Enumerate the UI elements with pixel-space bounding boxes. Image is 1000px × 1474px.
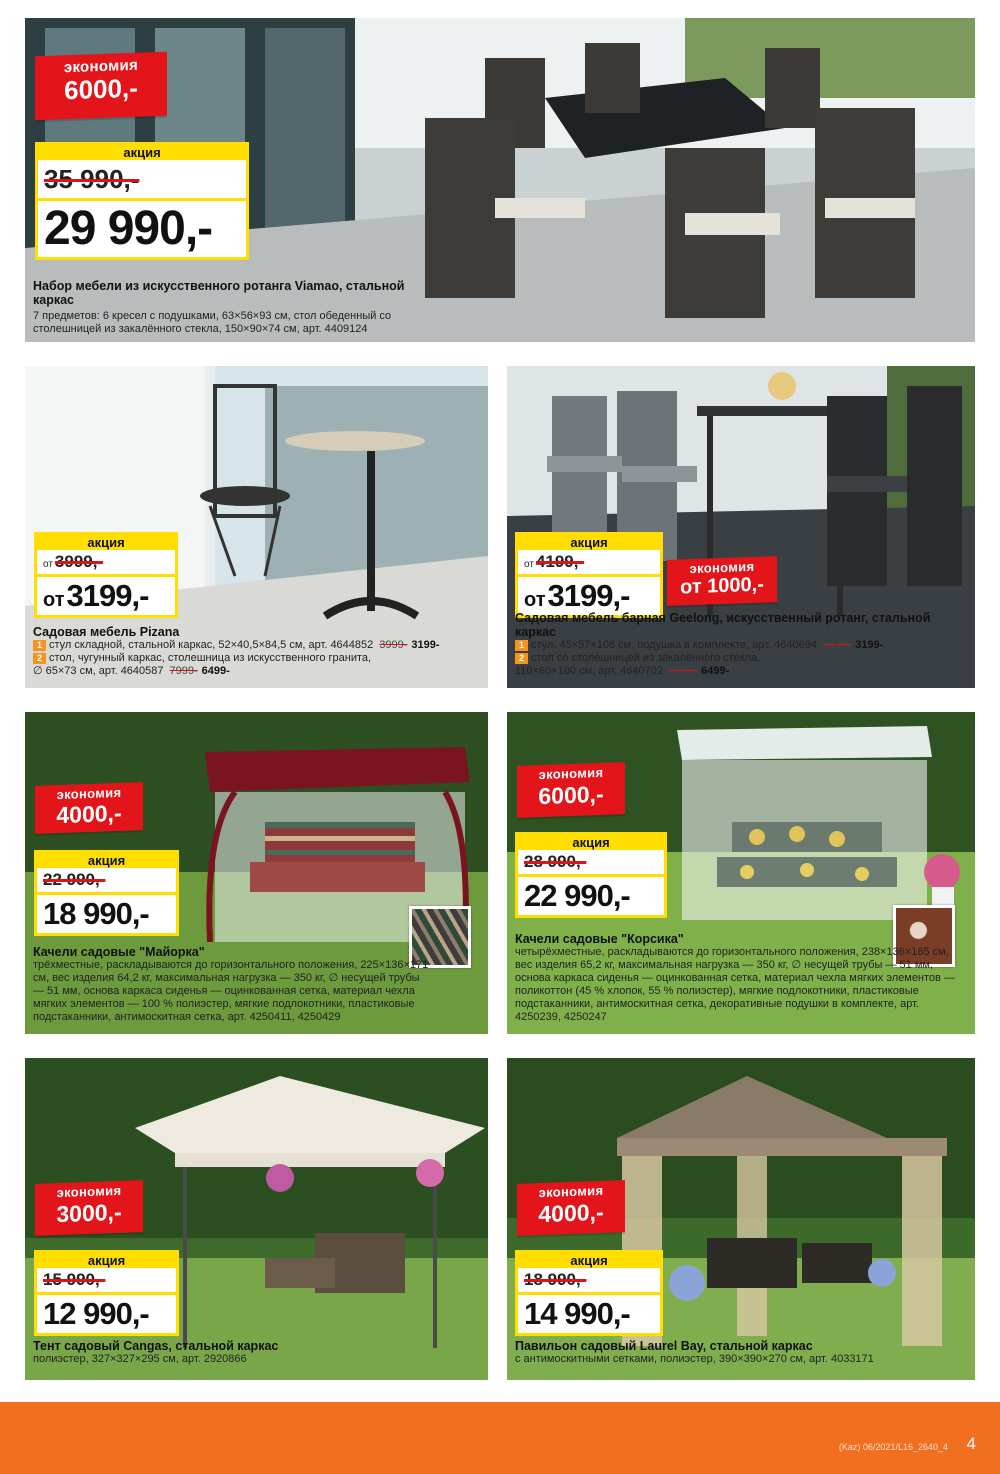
savings-label: экономия	[538, 764, 604, 783]
price-block	[515, 1250, 663, 1336]
savings-value: 3000,-	[56, 1198, 122, 1228]
product-description: трёхместные, раскладываются до горизонтального положения, 225×136×171 см, вес изделия 64,2 кг, максимальная нагрузка — 350 кг, ∅ несущей трубы — 51 мм, основа каркаса сиденья — оцинкованная сетка, материал чехла мягких элементов — 100 % полиэстер, мягкие подлокотники, пластиковые подстаканники, антимоскитная сетка, арт. 4250411, 4250429	[33, 959, 429, 1023]
old-price: от 3999,-	[37, 550, 175, 574]
price-block	[515, 832, 667, 918]
savings-badge	[517, 1180, 625, 1236]
product-card-geelong[interactable]	[507, 366, 975, 688]
savings-badge	[517, 762, 625, 818]
savings-badge	[35, 1180, 143, 1236]
product-caption	[25, 939, 488, 1030]
catalog-code: (Kaz) 06/2021/L16_2640_4	[838, 1442, 948, 1452]
product-caption	[25, 1333, 488, 1372]
price-block	[34, 1250, 179, 1336]
old-price: 18 990,-	[518, 1268, 660, 1292]
new-price: от3199,-	[37, 577, 175, 615]
promo-label: акция	[570, 535, 608, 550]
product-card-mayorka[interactable]	[25, 712, 488, 1034]
savings-value: 6000,-	[64, 72, 138, 106]
product-caption	[25, 619, 488, 684]
price-block	[34, 850, 179, 936]
promo-label: акция	[572, 835, 610, 850]
product-card-cangas[interactable]	[25, 1058, 488, 1380]
product-caption	[507, 605, 975, 684]
promo-label: акция	[123, 145, 161, 160]
product-title: Садовая мебель Pizana	[33, 625, 180, 639]
price-block	[35, 142, 249, 260]
savings-label: экономия	[689, 558, 755, 577]
old-price: от 4199,-	[518, 550, 660, 574]
new-price: 18 990,-	[37, 895, 176, 933]
old-price: 15 990,-	[37, 1268, 176, 1292]
product-description: с антимоскитными сетками, полиэстер, 390×390×270 см, арт. 4033171	[515, 1353, 874, 1365]
savings-label: экономия	[56, 1182, 122, 1201]
spec-line-2: 2 стол со столешницей из закалённого стекла,	[515, 652, 967, 665]
product-title: Тент садовый Cangas, стальной каркас	[33, 1339, 279, 1353]
promo-label: акция	[87, 535, 125, 550]
product-description: четырёхместные, раскладываются до горизонтального положения, 238×136×165 см, вес изделия 65,2 кг, максимальная нагрузка — 350 кг, ∅ несущей трубы — 51 мм, основа каркаса сиденья — оцинкованная сетка, материал чехла мягких элементов — поликоттон (45 % хлопок, 55 % полиэстер), мягкие подлокотники, пластиковые подстаканники, антимоскитная сетка, декоративные подушки в комплекте, арт. 4250239, 4250247	[515, 946, 955, 1023]
product-card-pizana[interactable]	[25, 366, 488, 688]
product-card-korsika[interactable]	[507, 712, 975, 1034]
savings-label: экономия	[63, 56, 139, 77]
spec-line-3: 110×60×100 см, арт. 4640702 7999- 6499-	[515, 665, 730, 677]
savings-badge	[35, 782, 143, 834]
promo-label: акция	[87, 1253, 126, 1268]
product-card-laurel-bay[interactable]	[507, 1058, 975, 1380]
savings-value: 4000,-	[56, 799, 122, 829]
old-price: 22 990,-	[37, 868, 176, 892]
product-title: Набор мебели из искусственного ротанга Viamao, стальной каркас	[33, 279, 405, 307]
savings-label: экономия	[56, 784, 122, 803]
savings-badge	[667, 556, 777, 606]
new-price: 12 990,-	[37, 1295, 176, 1333]
savings-label: экономия	[538, 1182, 604, 1201]
spec-line-1: 1 стул складной, стальной каркас, 52×40,5×84,5 см, арт. 4644852 3999- 3199-	[33, 639, 480, 652]
savings-badge	[35, 52, 167, 121]
product-caption	[25, 279, 425, 336]
new-price: от3199,-	[518, 577, 660, 615]
spec-line-2: 2 стол, чугунный каркас, столешница из искусственного гранита,	[33, 652, 480, 665]
promo-label: акция	[87, 853, 126, 868]
page-number: 4	[966, 1434, 976, 1453]
price-block	[34, 532, 178, 618]
promo-label: акция	[570, 1253, 608, 1268]
savings-value: 6000,-	[538, 780, 604, 810]
page-footer	[0, 1402, 1000, 1474]
product-caption	[507, 1333, 975, 1372]
spec-line-1: 1 стул, 45×57×108 см, подушка в комплекте, арт. 4640694 4199- 3199-	[515, 639, 967, 652]
new-price: 14 990,-	[518, 1295, 660, 1333]
product-card-viamao[interactable]	[25, 18, 975, 342]
savings-value: от 1000,-	[680, 573, 764, 599]
new-price: 29 990,-	[38, 201, 246, 257]
product-title: Качели садовые "Майорка"	[33, 945, 205, 959]
old-price: 28 990,-	[518, 850, 664, 874]
product-title: Садовая мебель барная Geelong, искусственный ротанг, стальной каркас	[515, 611, 931, 639]
product-title: Качели садовые "Корсика"	[515, 932, 684, 946]
product-caption	[507, 926, 975, 1030]
product-description: 7 предметов: 6 кресел с подушками, 63×56×93 см, стол обеденный со столешницей из закалённого стекла, 150×90×74 см, арт. 4409124	[33, 310, 392, 335]
spec-line-3: ∅ 65×73 см, арт. 4640587 7999- 6499-	[33, 665, 230, 677]
new-price: 22 990,-	[518, 877, 664, 915]
old-price: 35 990,-	[38, 160, 246, 198]
savings-value: 4000,-	[538, 1198, 604, 1228]
product-description: полиэстер, 327×327×295 см, арт. 2920866	[33, 1353, 247, 1365]
product-title: Павильон садовый Laurel Bay, стальной каркас	[515, 1339, 813, 1353]
